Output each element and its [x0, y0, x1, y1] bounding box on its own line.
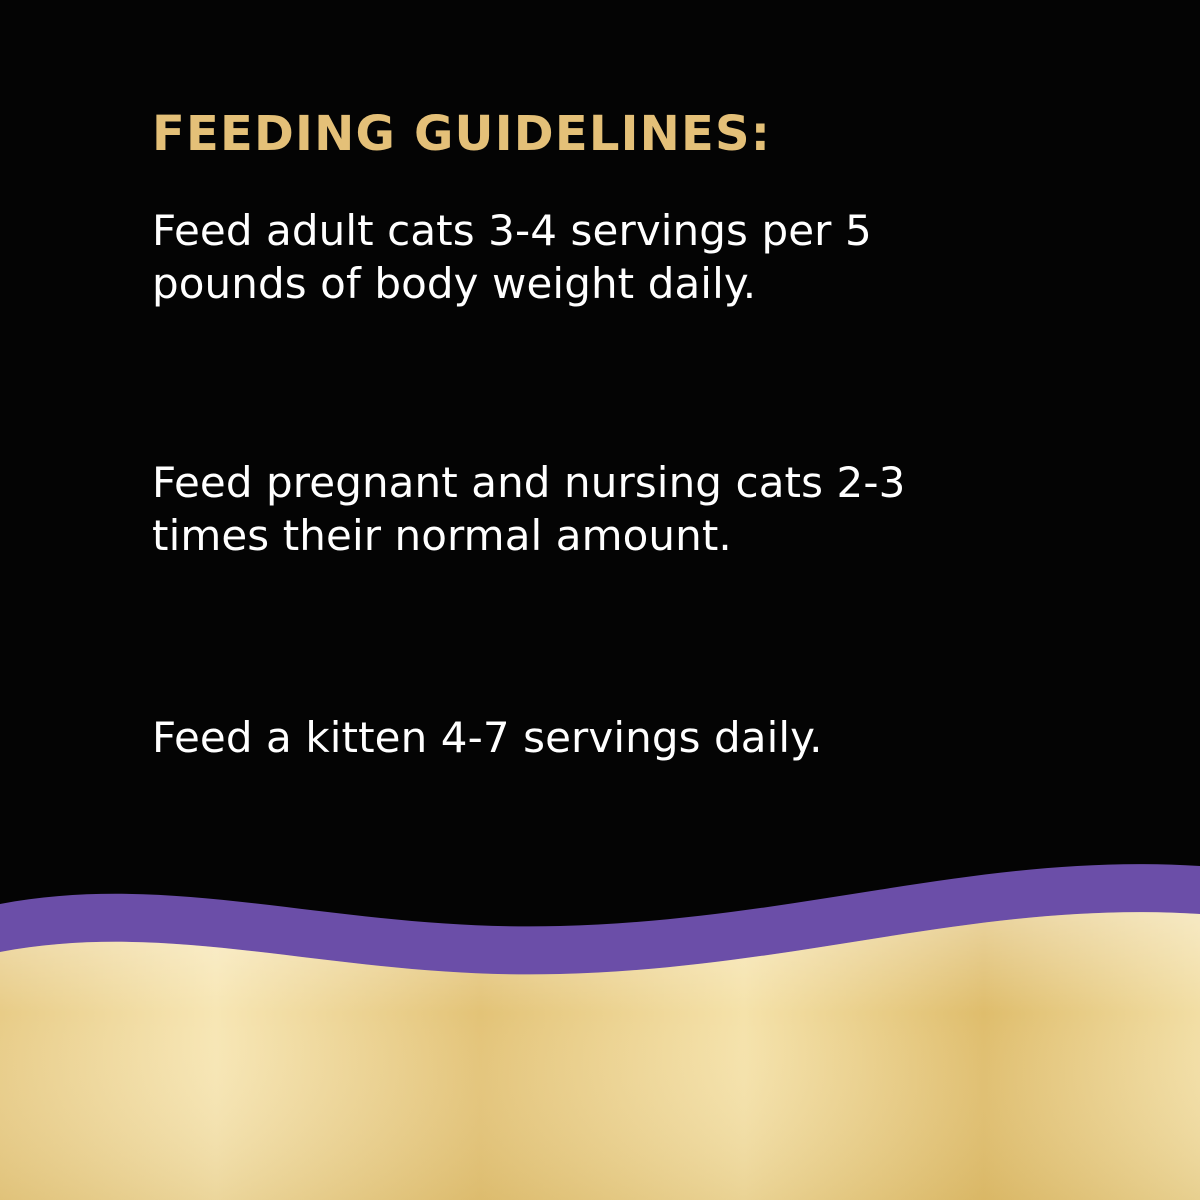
text-block: [152, 108, 1052, 765]
wave-footer: [0, 860, 1200, 1200]
guideline-pregnant-nursing-cats: Feed pregnant and nursing cats 2-3 times their normal amount.: [152, 457, 906, 560]
page-title: FEEDING GUIDELINES:: [152, 106, 772, 162]
guideline-adult-cats: Feed adult cats 3-4 servings per 5 pounds of body weight daily.: [152, 205, 872, 308]
guideline-kitten: Feed a kitten 4-7 servings daily.: [152, 713, 823, 763]
